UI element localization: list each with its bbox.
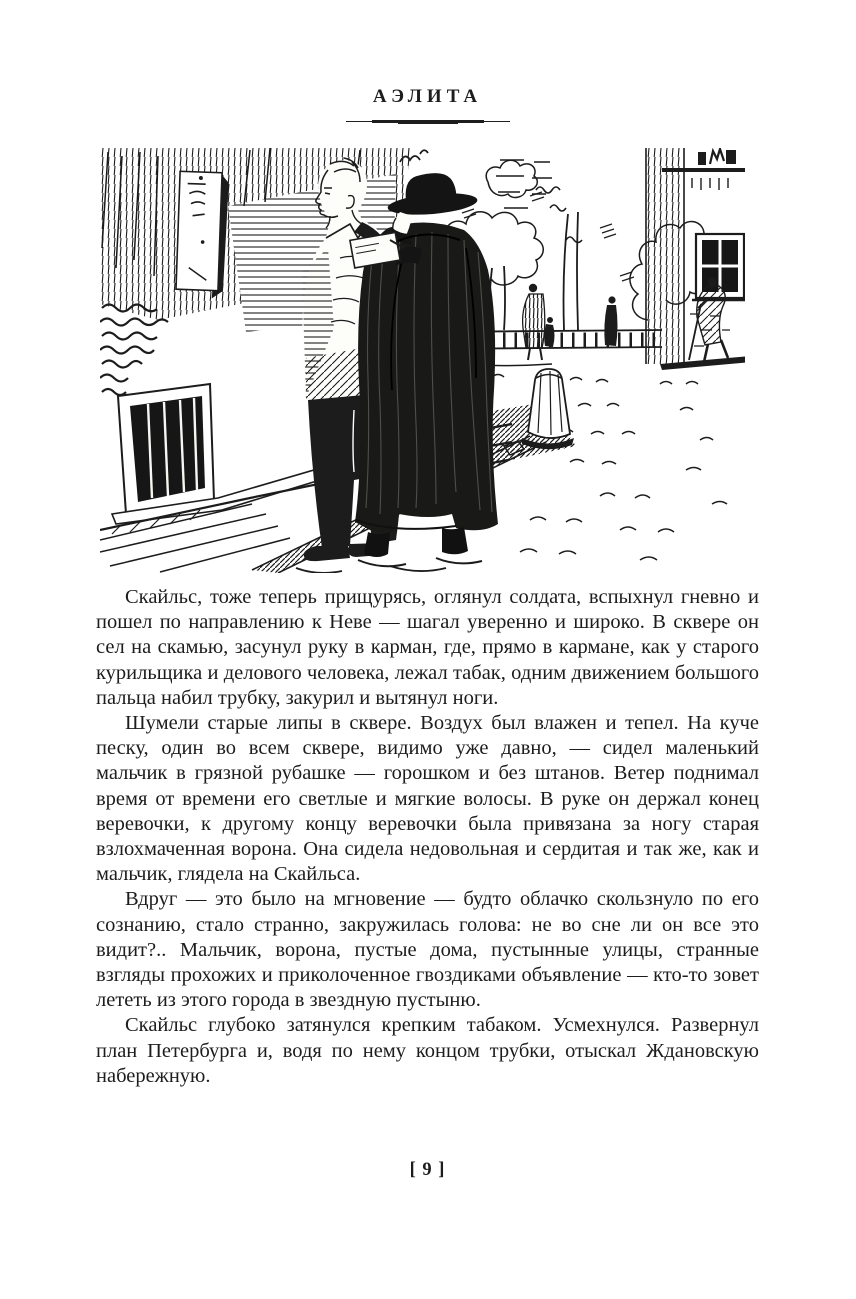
- ornamental-rule: [96, 119, 759, 125]
- paragraph: Шумели старые липы в сквере. Воздух был влажен и тепел. На куче песку, один во всем сквере, видимо уже давно, — сидел маленький мальчик в грязной рубашке — горошком и без штанов. Ветер поднимал время от времени его светлые и мягкие волосы. В руке он держал конец веревочки, к другому концу веревочки была привязана за ногу старая взлохмаченная ворона. Она сидела недовольная и сердитая и так же, как и мальчик, глядела на Скайльса.: [96, 712, 759, 886]
- text-block: [96, 585, 759, 1089]
- notice-poster: [176, 171, 229, 299]
- basement-window: [112, 384, 320, 534]
- rule-segment: [398, 120, 458, 124]
- paragraph: Скайльс, тоже теперь прищурясь, оглянул солдата, вспыхнул гневно и пошел по направлению к Неве — шагал уверенно и широко. В сквере он сел на скамью, засунул руку в карман, где, прямо в кармане, как у старого курильщика и делового человека, лежал табак, одним движением большого пальца набил трубку, закурил и вытянул ноги.: [96, 586, 759, 709]
- paragraph: Скайльс глубоко затянулся крепким табаком. Усмехнулся. Развернул план Петербурга и, водя по нему концом трубки, отыскал Ждановскую набережную.: [96, 1014, 759, 1087]
- illustration: [100, 148, 745, 573]
- paragraph: Вдруг — это было на мгновение — будто облачко скользнуло по его сознанию, стало странно, закружилась голова: не во сне ли он все это видит?.. Мальчик, ворона, пустые дома, пустынные улицы, странные взгляды прохожих и приколоченное гвоздиками объявление — кто-то зовет лететь из этого города в звездную пустыню.: [96, 888, 759, 1012]
- street-building: [646, 148, 745, 370]
- page-number: [ 9 ]: [409, 1160, 446, 1180]
- running-title: АЭЛИТА: [372, 86, 483, 107]
